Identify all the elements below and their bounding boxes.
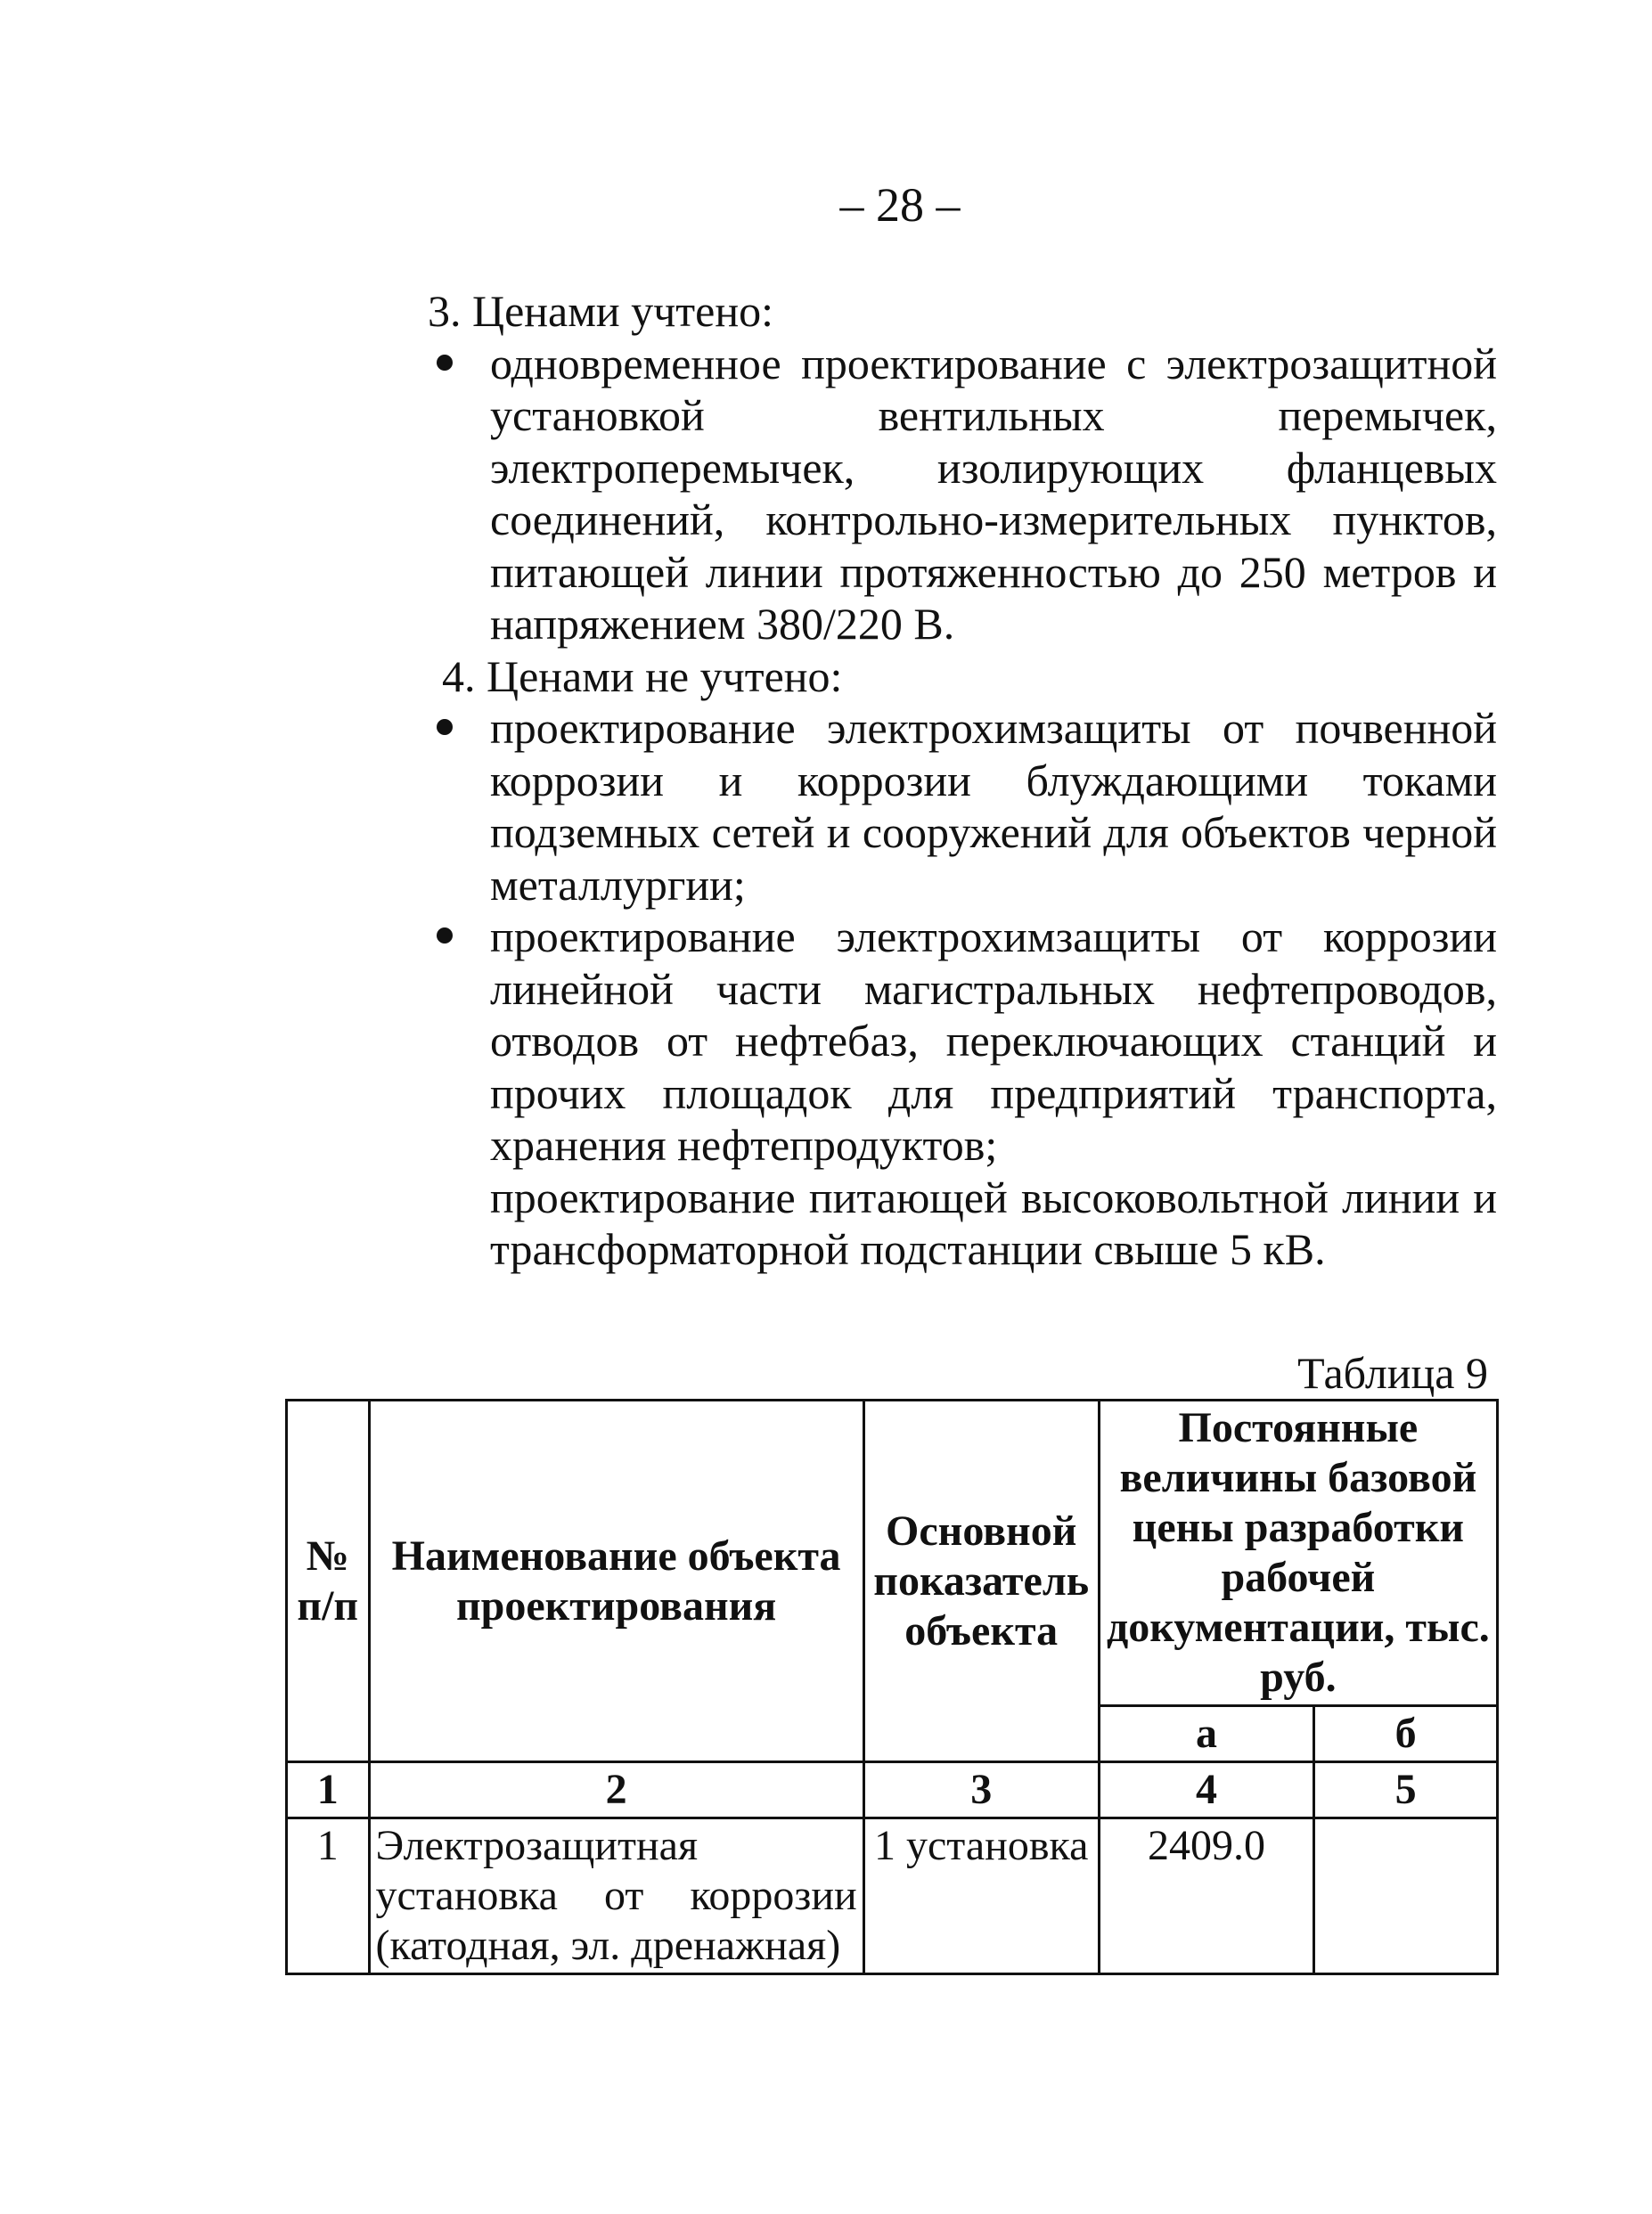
section-4-heading: 4. Ценами не учтено: [442, 650, 843, 701]
column-number: 1 [287, 1762, 370, 1818]
column-number-row [287, 1762, 1498, 1818]
section-4-list [428, 702, 1497, 1172]
cell-num: 1 [287, 1818, 370, 1974]
table-caption: Таблица 9 [1297, 1348, 1488, 1398]
header-indicator: Основной показатель объекта [863, 1401, 1099, 1762]
column-number: 4 [1099, 1762, 1314, 1818]
section-3-item-1-text: одновременное проектирование с электрозащитной установкой вентильных перемычек, электроперемычек, изолирующих фланцевых соединений, контрольно-измерительных пунктов, питающей линии протяженностью до 250 метров и напряжением 380/220 В. [490, 338, 1497, 649]
page-number: – 28 – [839, 178, 961, 232]
cell-name: Электрозащитная установка от коррозии (катодная, эл. дренажная) [369, 1818, 863, 1974]
section-3-heading: 3. Ценами учтено: [428, 286, 773, 336]
section-3-list [428, 338, 1497, 650]
section-4-item-1 [428, 702, 1497, 911]
header-price-group: Постоянные величины базовой цены разработки рабочей документации, тыс. руб. [1099, 1401, 1497, 1706]
section-4-item-2-text: проектирование электрохимзащиты от коррозии линейной части магистральных нефтепроводов, отводов от нефтебаз, переключающих станций и прочих площадок для предприятий транспорта, хранения нефтепродуктов; [490, 911, 1497, 1170]
column-number: 2 [369, 1762, 863, 1818]
cell-indicator: 1 установка [863, 1818, 1099, 1974]
section-4-extra-paragraph: проектирование питающей высоковольтной линии и трансформаторной подстанции свыше 5 кВ. [490, 1172, 1497, 1274]
cell-value-b [1314, 1818, 1498, 1974]
cell-value-a: 2409.0 [1099, 1818, 1314, 1974]
header-num: № п/п [287, 1401, 370, 1762]
section-3-item-1 [428, 338, 1497, 650]
header-name: Наименование объекта проектирования [369, 1401, 863, 1762]
table-row [287, 1818, 1498, 1974]
header-sub-b: б [1314, 1706, 1498, 1762]
document-body [428, 285, 1497, 1276]
bullet-icon [437, 355, 453, 371]
column-number: 5 [1314, 1762, 1498, 1818]
header-sub-a: а [1099, 1706, 1314, 1762]
section-4-item-1-text: проектирование электрохимзащиты от почвенной коррозии и коррозии блуждающими токами подземных сетей и сооружений для объектов черной металлургии; [490, 703, 1497, 910]
bullet-icon [437, 927, 453, 944]
price-table [285, 1399, 1499, 1975]
table-header-row [287, 1401, 1498, 1706]
bullet-icon [437, 719, 453, 735]
column-number: 3 [863, 1762, 1099, 1818]
section-4-item-2 [428, 911, 1497, 1172]
